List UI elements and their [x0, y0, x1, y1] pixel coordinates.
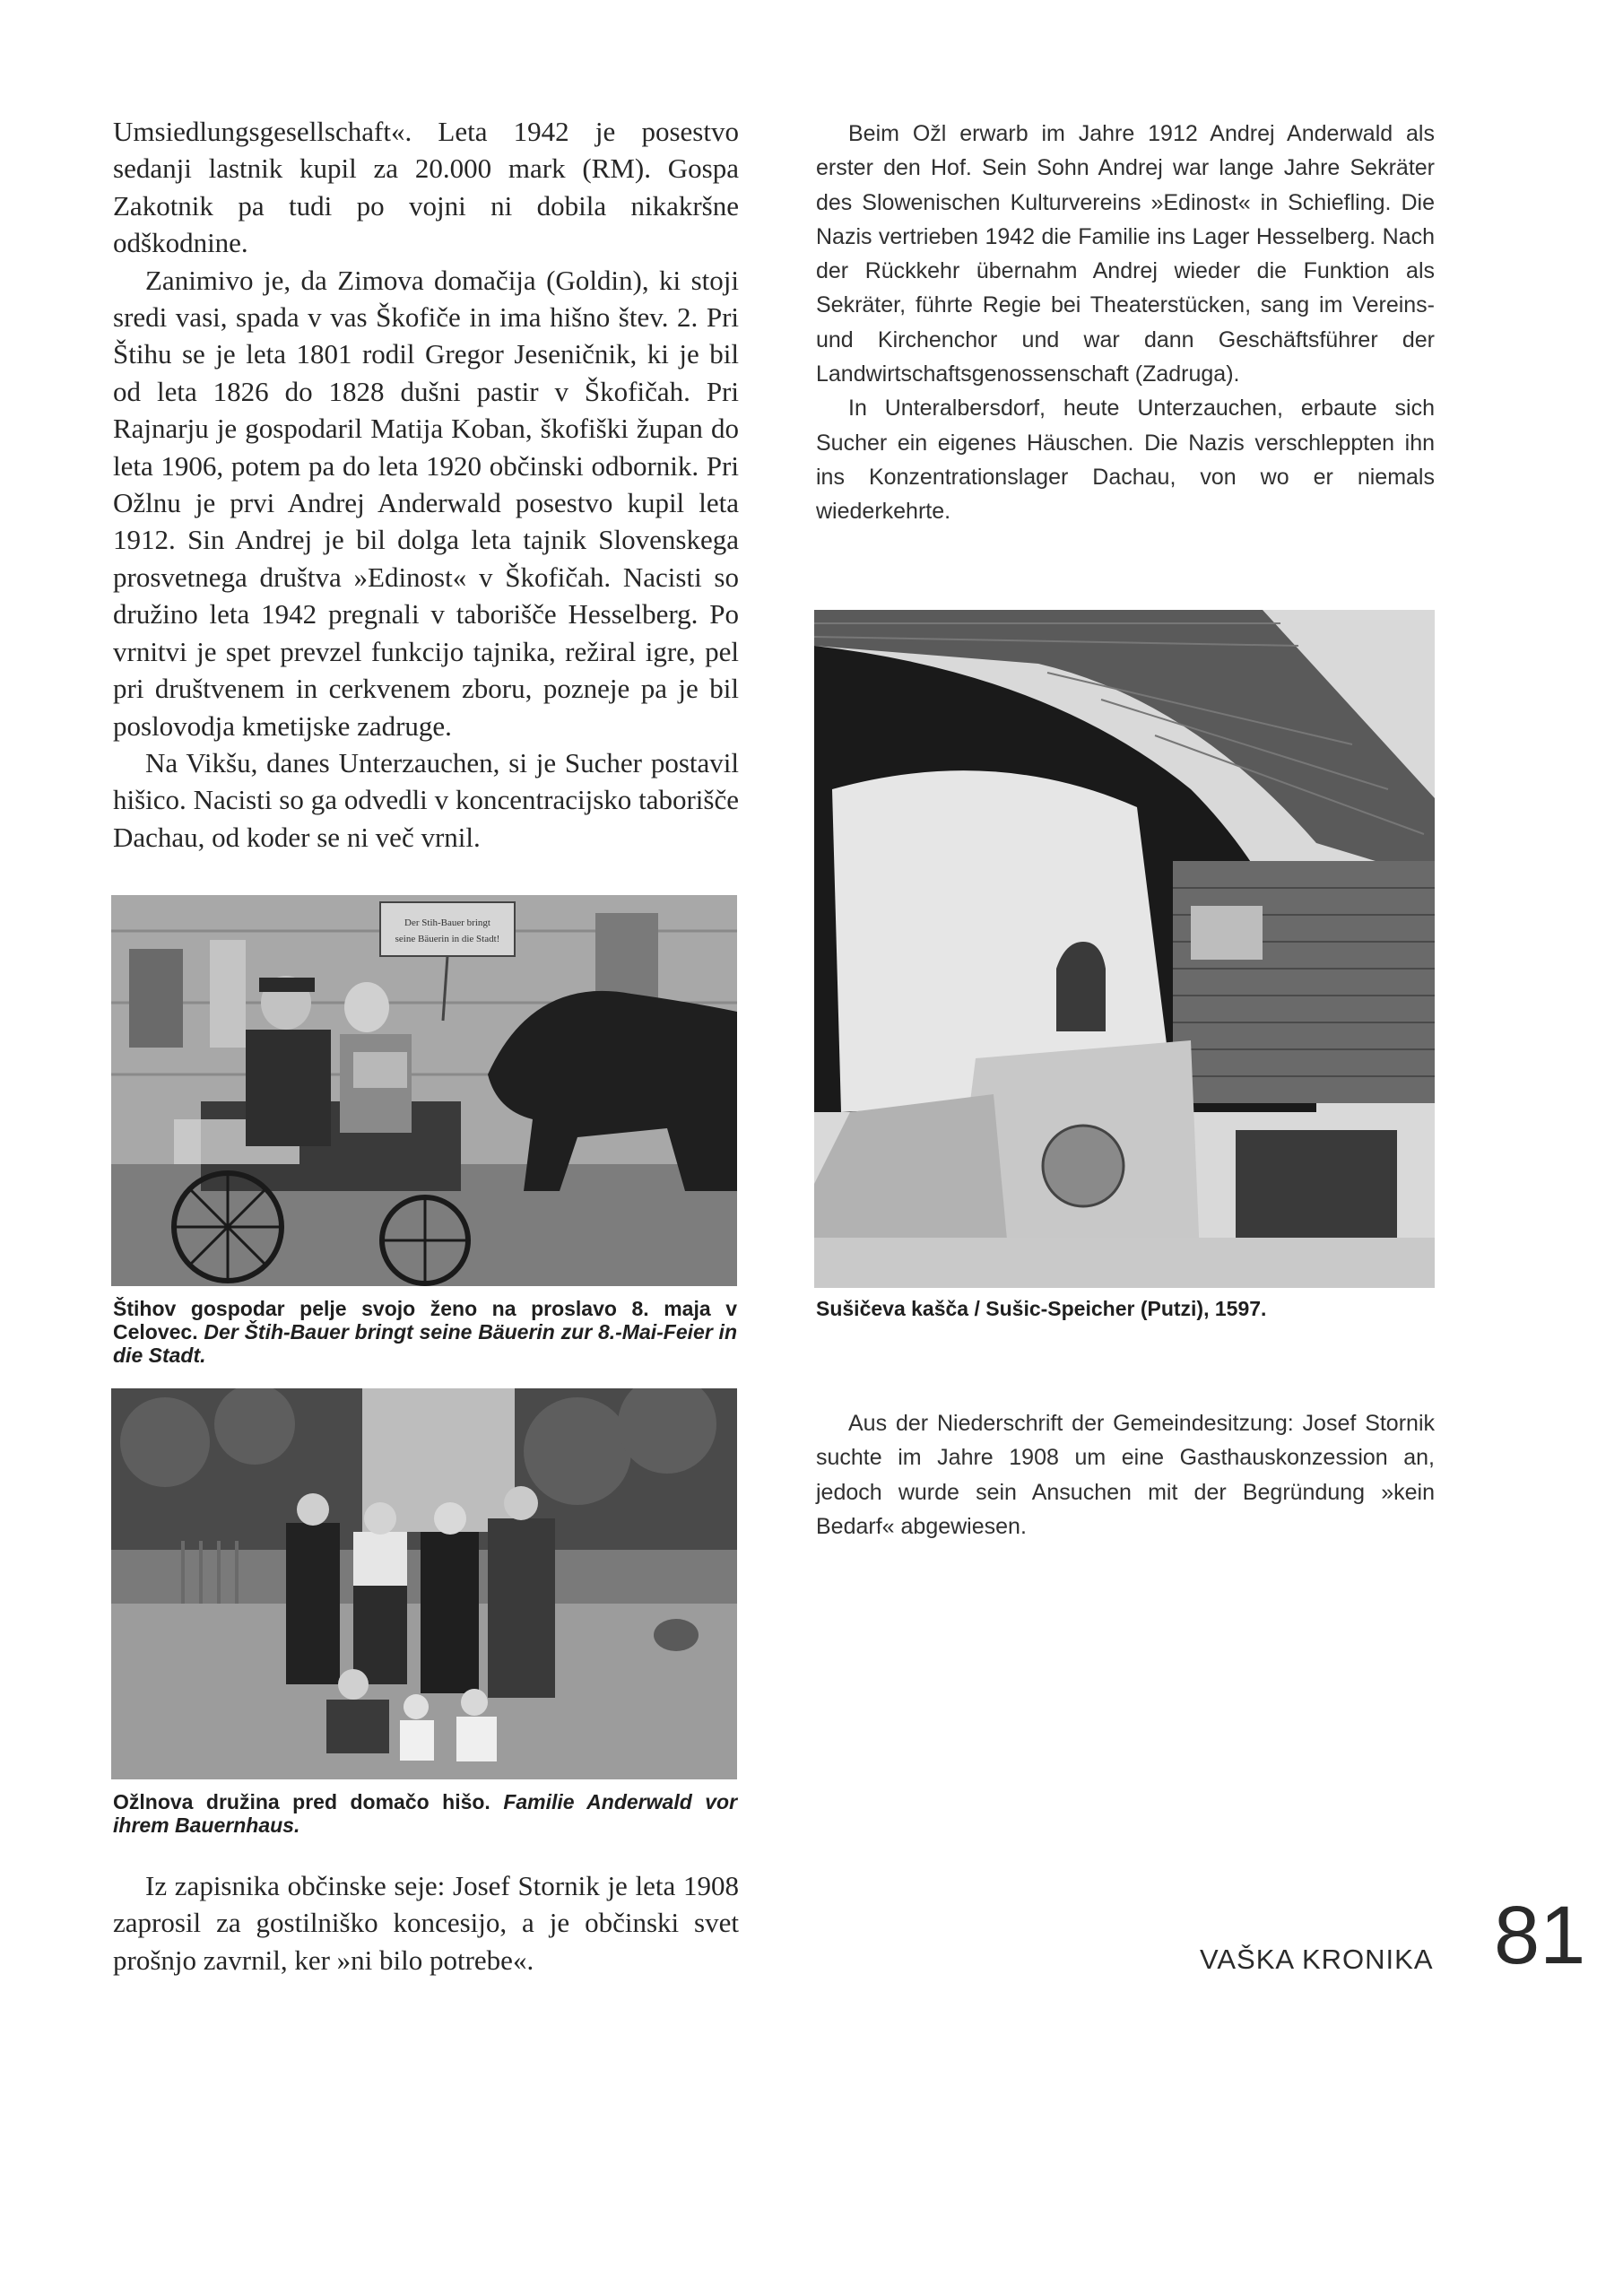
- family-caption: [113, 1790, 737, 1837]
- right-paragraph-2: In Unteralbersdorf, heute Unterzauchen, erbaute sich Sucher ein eigenes Häuschen. Die Nazis verschleppten ihn ins Konzentrationslager Dachau, von wo er niemals wiederkehrte.: [816, 396, 1435, 525]
- bottom-left-text: [113, 1867, 739, 1979]
- publication-title: VAŠKA KRONIKA: [1200, 1944, 1434, 1975]
- left-paragraph-1: Umsiedlungsgesellschaft«. Leta 1942 je posestvo sedanji lastnik kupil za 20.000 mark (RM). Gospa Zakotnik pa tudi po vojni ni dobila nikakršne odškodnine.: [113, 116, 739, 259]
- bottom-right-text: [816, 1406, 1435, 1544]
- carriage-sign-text: Der Stih-Bauer bringt: [404, 918, 490, 928]
- left-paragraph-2: Zanimivo je, da Zimova domačija (Goldin), ki stoji sredi vasi, spada v vas Škofiče in ima hišno štev. 2. Pri Štihu se je leta 1801 rodil Gregor Jeseničnik, ki je bil od leta 1826 do 1828 dušni pastir v Škofičah. Pri Rajnarju je gospodaril Matija Koban, škofiški župan do leta 1906, potem pa do leta 1920 občinski odbornik. Pri Ožlnu je prvi Andrej Anderwald posestvo kupil leta 1912. Sin Andrej je bil dolga leta tajnik Slovenskega prosvetnega društva »Edinost« v Škofičah. Nacisti so družino leta 1942 pregnali v taborišče Hesselberg. Po vrnitvi je spet prevzel funkcijo tajnika, režiral igre, pel pri društvenem in cerkvenem zboru, pozneje pa je bil poslovodja kmetijske zadruge.: [113, 264, 739, 742]
- right-paragraph-1: Beim Ožl erwarb im Jahre 1912 Andrej Anderwald als erster den Hof. Sein Sohn Andrej war lange Jahre Sekräter des Slowenischen Kulturvereins »Edinost« in Schiefling. Die Nazis vertrieben 1942 die Familie ins Lager Hesselberg. Nach der Rückkehr übernahm Andrej wieder die Funktion als Sekräter, führte Regie bei Theaterstücken, sang im Vereins- und Kirchenchor und war dann Geschäftsführer der Landwirtschaftsgenossenschaft (Zadruga).: [816, 121, 1435, 387]
- family-caption-sl: Ožlnova družina pred domačo hišo.: [113, 1790, 490, 1813]
- granary-caption-text: Sušičeva kašča / Sušic-Speicher (Putzi), 1597.: [816, 1297, 1267, 1320]
- carriage-photo: [111, 895, 737, 1286]
- carriage-caption-sl: Štihov gospodar pelje svojo ženo na proslavo 8. maja v Celovec.: [113, 1297, 737, 1344]
- bottom-right-paragraph: Aus der Niederschrift der Gemeindesitzung: Josef Stornik suchte im Jahre 1908 um eine Gasthauskonzession an, jedoch wurde sein Ansuchen mit der Begründung »kein Bedarf« abgewiesen.: [816, 1411, 1435, 1539]
- left-column-text: [113, 113, 739, 856]
- family-photo: [111, 1388, 737, 1779]
- left-paragraph-3: Na Vikšu, danes Unterzauchen, si je Sucher postavil hišico. Nacisti so ga odvedli v koncentracijsko taborišče Dachau, od koder se ni več vrnil.: [113, 746, 739, 853]
- page-number: 81: [1494, 1890, 1586, 1981]
- carriage-caption-de: Der Štih-Bauer bringt seine Bäuerin zur 8.-Mai-Feier in die Stadt.: [113, 1320, 738, 1367]
- carriage-caption: [113, 1297, 737, 1367]
- granary-photo: [814, 610, 1435, 1288]
- bottom-left-paragraph: Iz zapisnika občinske seje: Josef Stornik je leta 1908 zaprosil za gostilniško koncesijo, a je občinski svet prošnjo zavrnil, ker »ni bilo potrebe«.: [113, 1870, 739, 1976]
- granary-caption: [816, 1297, 1435, 1320]
- family-caption-de: Familie Anderwald vor ihrem Bauernhaus.: [113, 1790, 738, 1837]
- right-column-text: [816, 117, 1435, 529]
- svg-text:seine Bäuerin in die Stadt!: seine Bäuerin in die Stadt!: [395, 934, 500, 944]
